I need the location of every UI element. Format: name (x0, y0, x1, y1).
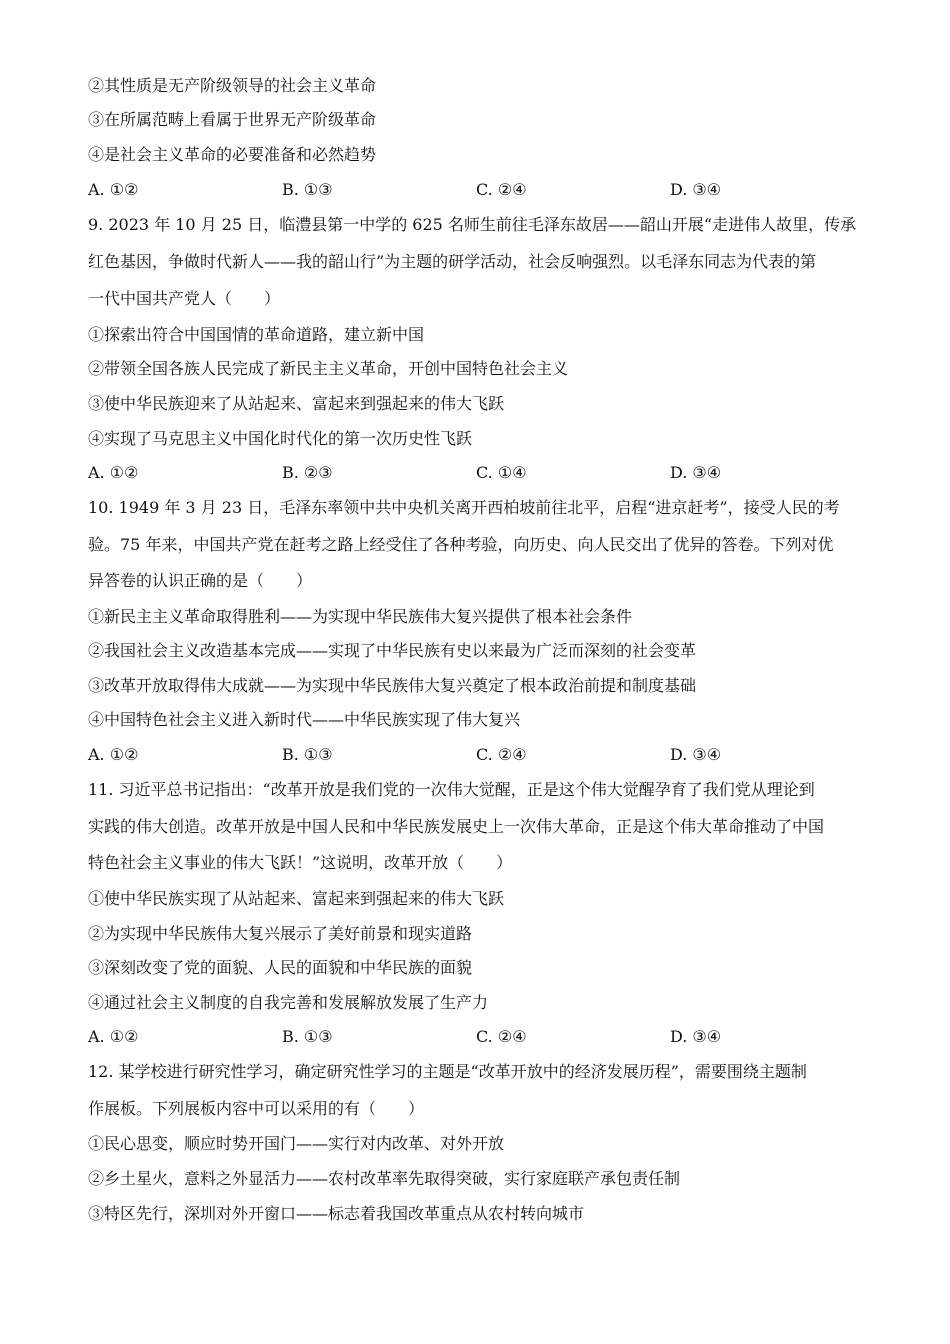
question-stem: 异答卷的认识正确的是（ ） (88, 571, 313, 590)
option-b[interactable]: B. ②③ (282, 463, 333, 482)
question-stem: 验。75 年来，中国共产党在赶考之路上经受住了各种考验，向历史、向人民交出了优异的答卷。下列对优 (88, 535, 834, 554)
question-stem: 12. 某学校进行研究性学习，确定研究性学习的主题是“改革开放中的经济发展历程”，需要围绕主题制 (88, 1062, 807, 1081)
statement: ①使中华民族实现了从站起来、富起来到强起来的伟大飞跃 (88, 889, 505, 908)
statement: ④实现了马克思主义中国化时代化的第一次历史性飞跃 (88, 429, 473, 448)
statement: ②我国社会主义改造基本完成——实现了中华民族有史以来最为广泛而深刻的社会变革 (88, 641, 697, 660)
option-d[interactable]: D. ③④ (670, 1027, 722, 1046)
option-a[interactable]: A. ①② (88, 745, 139, 764)
statement: ②乡土星火，意料之外显活力——农村改革率先取得突破，实行家庭联产承包责任制 (88, 1169, 681, 1188)
option-d[interactable]: D. ③④ (670, 180, 722, 199)
statement: ③深刻改变了党的面貌、人民的面貌和中华民族的面貌 (88, 958, 473, 977)
option-a[interactable]: A. ①② (88, 463, 139, 482)
option-b[interactable]: B. ①③ (282, 1027, 333, 1046)
statement: ②其性质是无产阶级领导的社会主义革命 (88, 76, 377, 95)
option-c[interactable]: C. ①④ (476, 463, 527, 482)
option-a[interactable]: A. ①② (88, 1027, 139, 1046)
question-stem: 实践的伟大创造。改革开放是中国人民和中华民族发展史上一次伟大革命，正是这个伟大革命推动了中国 (88, 817, 825, 836)
statement: ③改革开放取得伟大成就——为实现中华民族伟大复兴奠定了根本政治前提和制度基础 (88, 676, 697, 695)
question-stem: 特色社会主义事业的伟大飞跃！”这说明，改革开放（ ） (88, 853, 513, 872)
question-stem: 作展板。下列展板内容中可以采用的有（ ） (88, 1099, 425, 1118)
statement: ①新民主主义革命取得胜利——为实现中华民族伟大复兴提供了根本社会条件 (88, 607, 633, 626)
statement: ④中国特色社会主义进入新时代——中华民族实现了伟大复兴 (88, 710, 521, 729)
question-stem: 红色基因，争做时代新人——我的韶山行”为主题的研学活动，社会反响强烈。以毛泽东同志为代表的第 (88, 252, 817, 271)
statement: ④是社会主义革命的必要准备和必然趋势 (88, 145, 377, 164)
option-d[interactable]: D. ③④ (670, 463, 722, 482)
option-b[interactable]: B. ①③ (282, 745, 333, 764)
statement: ④通过社会主义制度的自我完善和发展解放发展了生产力 (88, 993, 489, 1012)
option-b[interactable]: B. ①③ (282, 180, 333, 199)
question-stem: 9. 2023 年 10 月 25 日，临澧县第一中学的 625 名师生前往毛泽东故居——韶山开展“走进伟人故里，传承 (88, 215, 857, 234)
option-c[interactable]: C. ②④ (476, 1027, 527, 1046)
statement: ②为实现中华民族伟大复兴展示了美好前景和现实道路 (88, 924, 473, 943)
option-d[interactable]: D. ③④ (670, 745, 722, 764)
statement: ②带领全国各族人民完成了新民主主义革命，开创中国特色社会主义 (88, 359, 569, 378)
question-stem: 11. 习近平总书记指出：“改革开放是我们党的一次伟大觉醒，正是这个伟大觉醒孕育了我们党从理论到 (88, 780, 815, 799)
option-c[interactable]: C. ②④ (476, 180, 527, 199)
statement: ③使中华民族迎来了从站起来、富起来到强起来的伟大飞跃 (88, 394, 505, 413)
statement: ③特区先行，深圳对外开窗口——标志着我国改革重点从农村转向城市 (88, 1204, 585, 1223)
option-c[interactable]: C. ②④ (476, 745, 527, 764)
question-stem: 一代中国共产党人（ ） (88, 289, 281, 308)
option-a[interactable]: A. ①② (88, 180, 139, 199)
statement: ③在所属范畴上看属于世界无产阶级革命 (88, 110, 377, 129)
question-stem: 10. 1949 年 3 月 23 日，毛泽东率领中共中央机关离开西柏坡前往北平，启程“进京赶考”，接受人民的考 (88, 498, 840, 517)
statement: ①探索出符合中国国情的革命道路，建立新中国 (88, 325, 425, 344)
statement: ①民心思变，顺应时势开国门——实行对内改革、对外开放 (88, 1134, 505, 1153)
